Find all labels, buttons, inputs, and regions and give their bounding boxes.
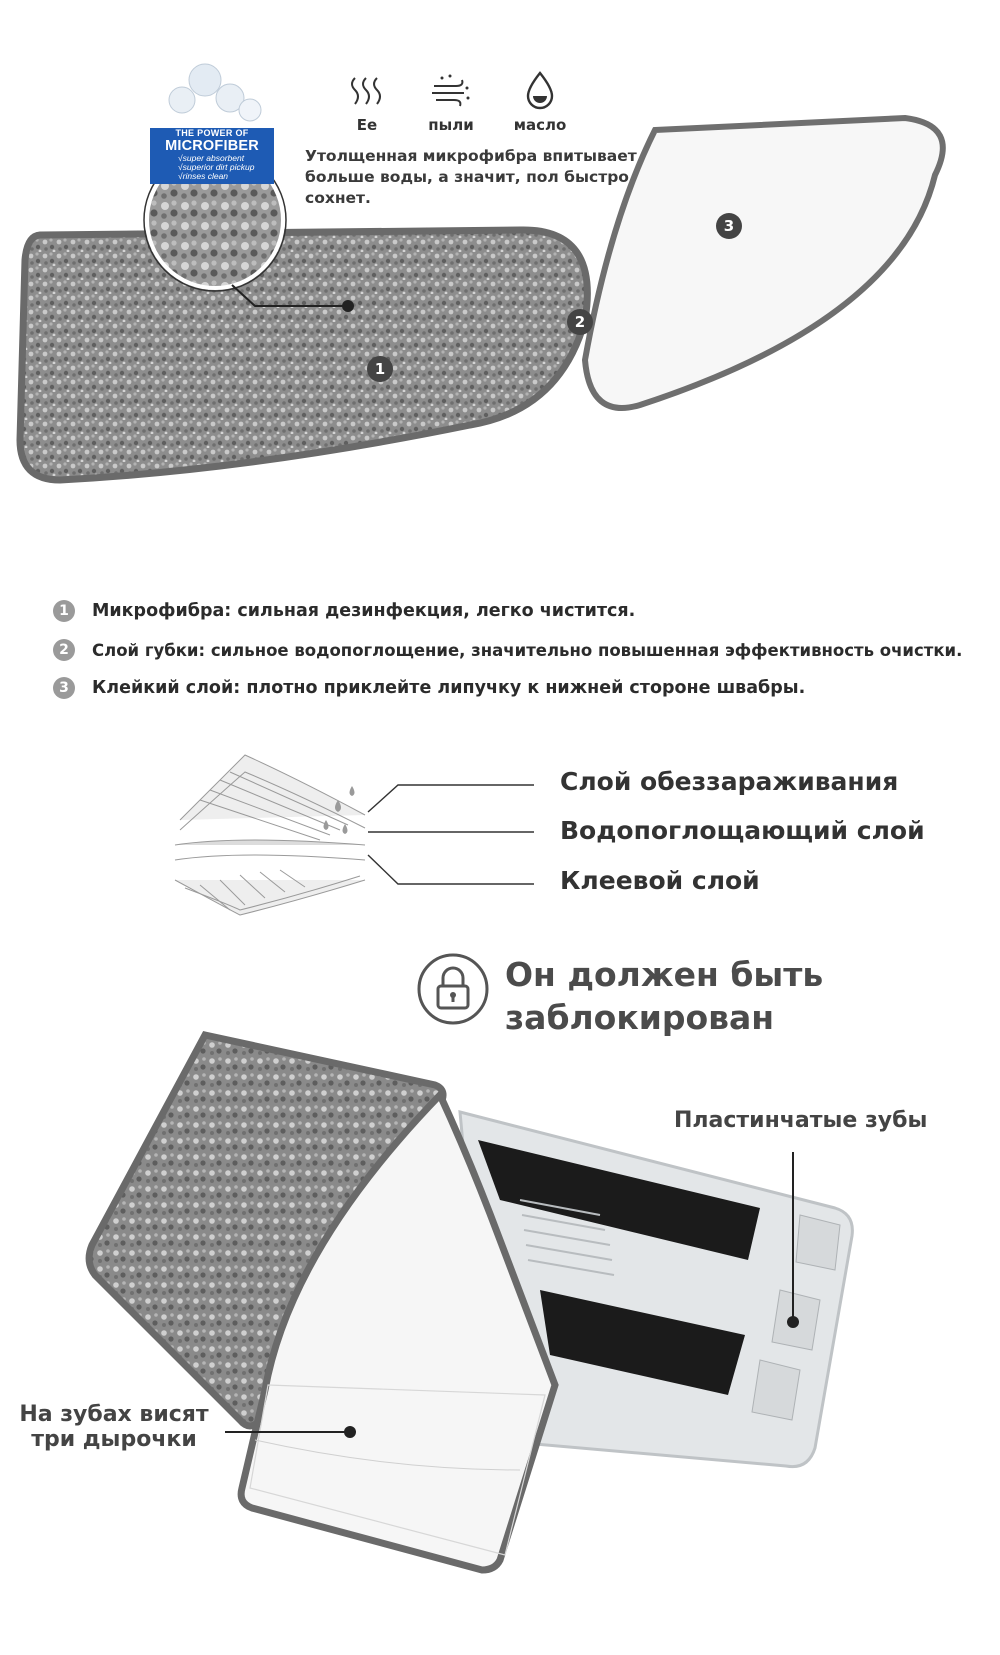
callout-holes <box>8 1402 220 1452</box>
badge-line2: MICROFIBER <box>165 138 259 154</box>
list-text: Слой губки: сильное водопоглощение, значительно повышенная эффективность очистки. <box>92 640 963 660</box>
callout-teeth: Пластинчатые зубы <box>674 1108 928 1133</box>
badge-bullet: √superior dirt pickup <box>178 162 255 172</box>
marker-2: 2 <box>567 309 593 335</box>
lock-title-line: заблокирован <box>505 998 775 1037</box>
layer-label-absorbent: Водопоглощающий слой <box>560 816 925 845</box>
list-text: Микрофибра: сильная дезинфекция, легко чистится. <box>92 601 636 621</box>
description-line: сохнет. <box>305 189 371 207</box>
list-number: 3 <box>53 677 75 699</box>
badge-line1: THE POWER OF <box>175 128 249 138</box>
list-number: 2 <box>53 639 75 661</box>
list-text: Клейкий слой: плотно приклейте липучку к нижней стороне швабры. <box>92 678 806 698</box>
marker-3: 3 <box>716 213 742 239</box>
feature-label: Ее <box>356 116 378 134</box>
feature-label: пыли <box>428 116 474 134</box>
list-number: 1 <box>53 600 75 622</box>
feature-label: масло <box>513 116 567 134</box>
marker-1: 1 <box>367 356 393 382</box>
layer-label-adhesive: Клеевой слой <box>560 866 760 895</box>
layer-label-disinfection: Слой обеззараживания <box>560 767 899 796</box>
plate-tooth <box>796 1215 840 1270</box>
callout-holes-line: три дырочки <box>31 1427 197 1452</box>
badge-bullet: √super absorbent <box>178 153 245 163</box>
description-line: Утолщенная микрофибра впитывает <box>305 147 637 165</box>
badge-bullet: √rinses clean <box>178 171 229 181</box>
callout-holes-line: На зубах висят <box>19 1402 209 1427</box>
description-line: больше воды, а значит, пол быстро <box>305 168 629 186</box>
plate-tooth <box>752 1360 800 1420</box>
lock-title-line: Он должен быть <box>505 955 824 994</box>
